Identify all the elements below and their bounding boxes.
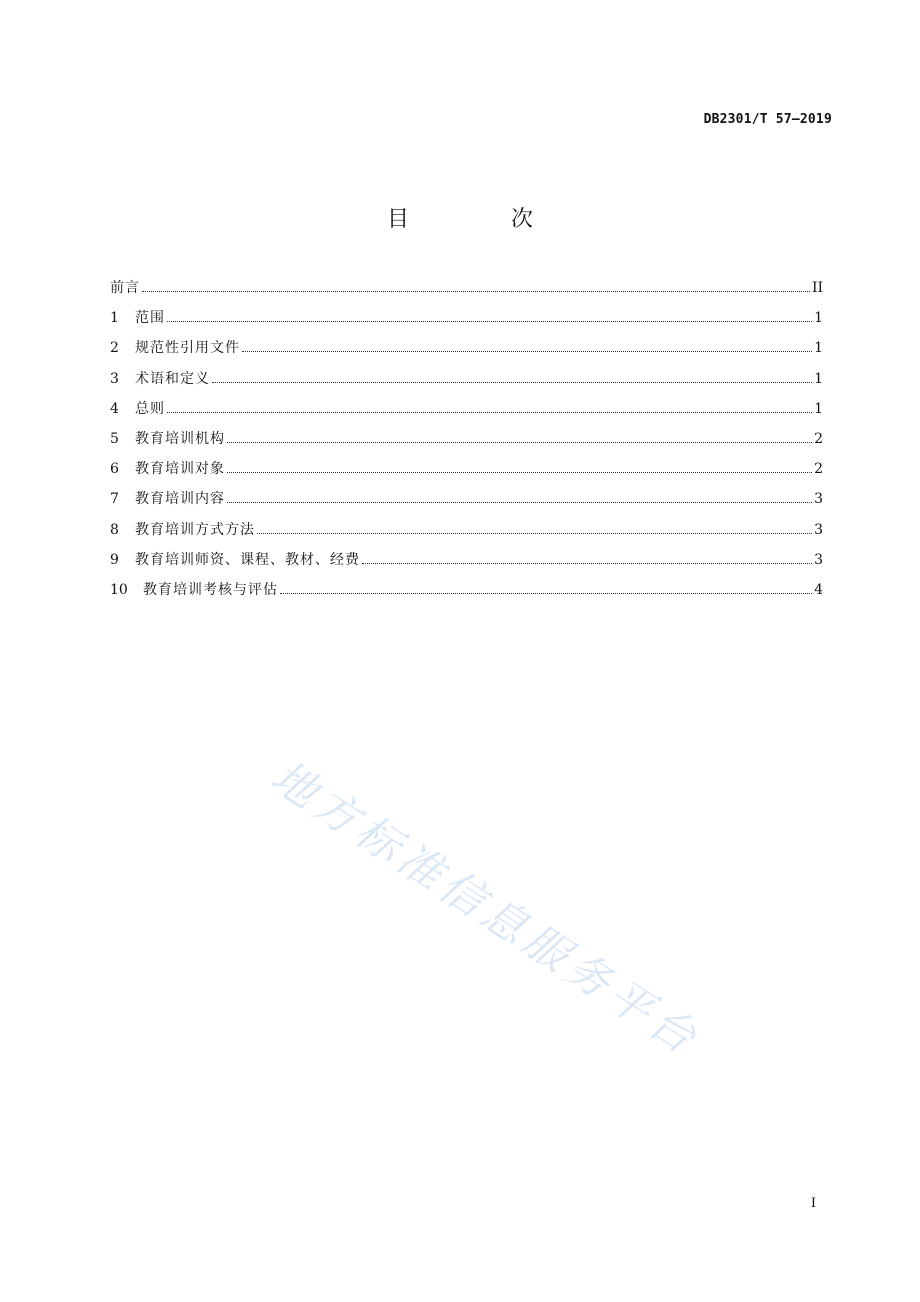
toc-entry-assessment-evaluation[interactable] — [110, 580, 823, 610]
toc-entry-label: 规范性引用文件 — [135, 340, 240, 357]
toc-entry-number: 3 — [110, 370, 119, 387]
toc-entry-number: 5 — [110, 430, 119, 447]
toc-entry-label: 总则 — [135, 400, 165, 417]
toc-leader-dots — [227, 501, 812, 503]
toc-entry-teachers-courses[interactable] — [110, 550, 823, 580]
toc-leader-dots — [227, 471, 812, 473]
toc-entry-number: 8 — [110, 521, 119, 538]
toc-entry-page: 3 — [814, 551, 823, 568]
toc-entry-page: 1 — [814, 340, 823, 357]
toc-entry-number: 1 — [110, 310, 119, 327]
toc-entry-label: 范围 — [135, 310, 165, 327]
toc-leader-dots — [167, 411, 812, 413]
toc-entry-page: II — [811, 280, 823, 296]
toc-entry-label: 教育培训内容 — [135, 491, 225, 508]
toc-entry-training-content[interactable] — [110, 489, 823, 519]
watermark: 地方标准信息服务平台 — [261, 751, 710, 1067]
toc-entry-page: 2 — [814, 430, 823, 447]
toc-entry-number: 4 — [110, 400, 119, 417]
toc-leader-dots — [257, 532, 812, 534]
table-of-contents — [110, 278, 823, 610]
toc-entry-label: 教育培训对象 — [135, 461, 225, 478]
toc-leader-dots — [212, 381, 812, 383]
toc-entry-training-institutions[interactable] — [110, 429, 823, 459]
toc-leader-dots — [142, 290, 810, 292]
toc-title: 目 次 — [386, 207, 573, 232]
toc-leader-dots — [280, 592, 812, 594]
toc-entry-label: 教育培训方式方法 — [135, 521, 255, 538]
toc-leader-dots — [362, 562, 812, 564]
toc-entry-number: 7 — [110, 491, 119, 508]
toc-entry-training-targets[interactable] — [110, 459, 823, 489]
standard-code: DB2301/T 57—2019 — [703, 112, 832, 127]
toc-entry-page: 1 — [814, 400, 823, 417]
toc-leader-dots — [242, 350, 812, 352]
toc-entry-page: 1 — [814, 310, 823, 327]
toc-entry-number: 9 — [110, 551, 119, 568]
toc-entry-normative-references[interactable] — [110, 338, 823, 368]
toc-entry-label: 教育培训机构 — [135, 430, 225, 447]
toc-entry-label: 术语和定义 — [135, 370, 210, 387]
toc-entry-page: 4 — [814, 581, 823, 598]
page-number: I — [810, 1196, 816, 1211]
toc-entry-label: 教育培训考核与评估 — [143, 581, 278, 598]
toc-entry-page: 1 — [814, 370, 823, 387]
toc-entry-number: 2 — [110, 340, 119, 357]
toc-entry-number: 10 — [110, 581, 128, 598]
toc-entry-label: 教育培训师资、课程、教材、经费 — [135, 551, 360, 568]
toc-entry-number: 6 — [110, 461, 119, 478]
toc-entry-page: 3 — [814, 491, 823, 508]
toc-entry-page: 2 — [814, 461, 823, 478]
toc-entry-training-methods[interactable] — [110, 520, 823, 550]
toc-leader-dots — [227, 441, 812, 443]
toc-entry-scope[interactable] — [110, 308, 823, 338]
toc-entry-terms-definitions[interactable] — [110, 369, 823, 399]
toc-entry-page: 3 — [814, 521, 823, 538]
toc-entry-general[interactable] — [110, 399, 823, 429]
toc-entry-label: 前言 — [110, 280, 140, 296]
toc-leader-dots — [167, 320, 812, 322]
toc-entry-preface[interactable] — [110, 278, 823, 308]
